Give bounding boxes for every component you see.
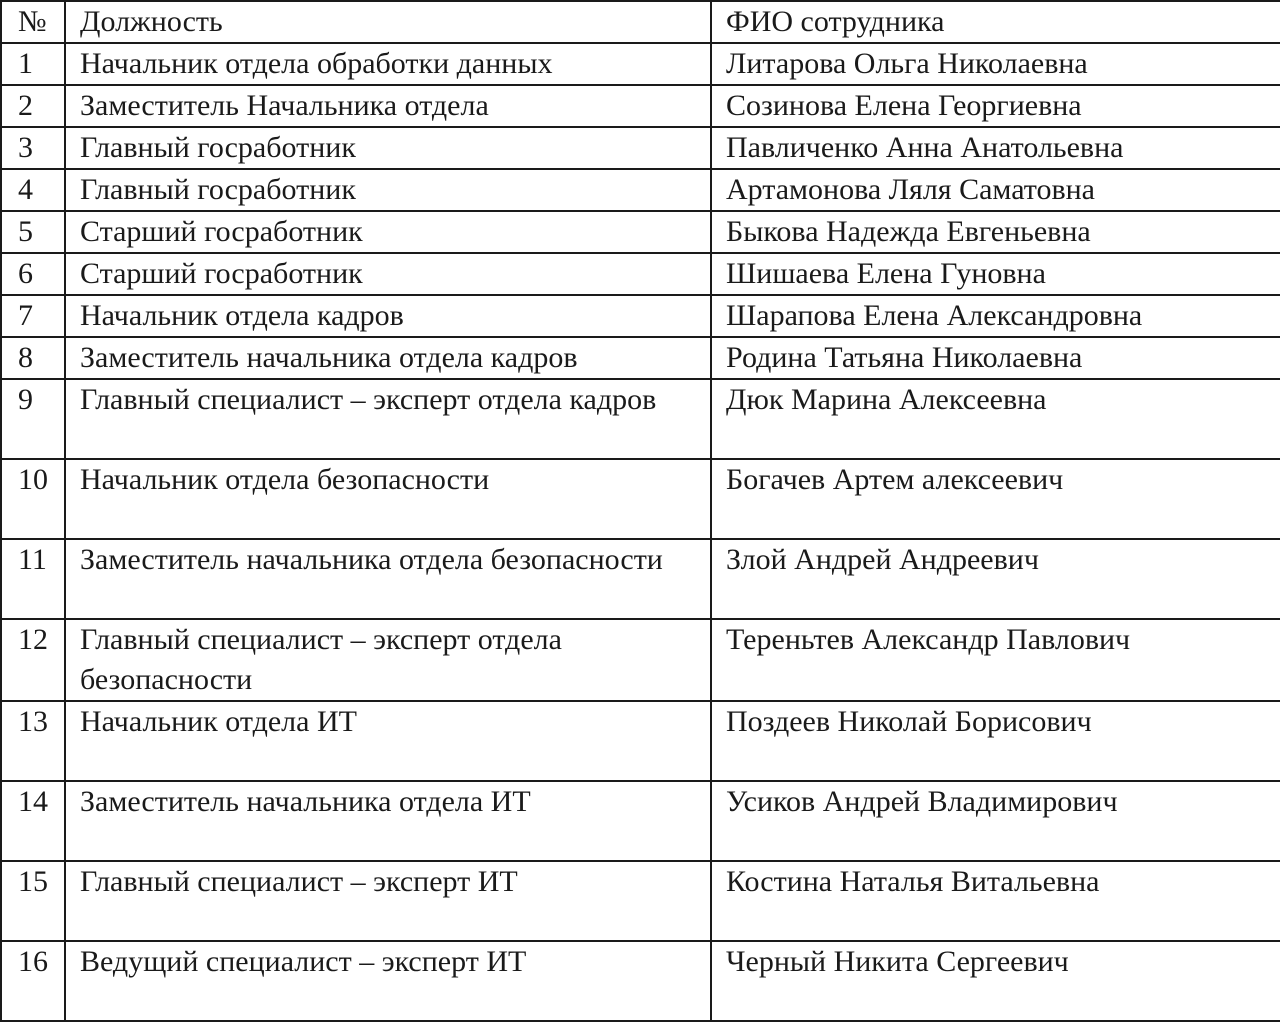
row-number: 3 (1, 127, 65, 169)
table-row (1, 211, 1280, 253)
row-employee-name: Литарова Ольга Николаевна (711, 43, 1280, 85)
table-row (1, 253, 1280, 295)
row-position: Главный специалист – эксперт ИТ (65, 861, 711, 941)
row-number: 7 (1, 295, 65, 337)
row-employee-name: Черный Никита Сергеевич (711, 941, 1280, 1021)
table-row (1, 127, 1280, 169)
row-number: 13 (1, 701, 65, 781)
row-number: 6 (1, 253, 65, 295)
row-employee-name: Шишаева Елена Гуновна (711, 253, 1280, 295)
row-employee-name: Шарапова Елена Александровна (711, 295, 1280, 337)
table-row (1, 169, 1280, 211)
row-employee-name: Костина Наталья Витальевна (711, 861, 1280, 941)
row-position: Главный госработник (65, 127, 711, 169)
row-number: 1 (1, 43, 65, 85)
row-number: 4 (1, 169, 65, 211)
table-row (1, 619, 1280, 701)
row-position: Старший госработник (65, 253, 711, 295)
table-row (1, 941, 1280, 1021)
header-employee-name: ФИО сотрудника (711, 1, 1280, 43)
row-employee-name: Дюк Марина Алексеевна (711, 379, 1280, 459)
table-row (1, 295, 1280, 337)
row-employee-name: Артамонова Ляля Саматовна (711, 169, 1280, 211)
row-number: 8 (1, 337, 65, 379)
row-employee-name: Быкова Надежда Евгеньевна (711, 211, 1280, 253)
row-employee-name: Богачев Артем алексеевич (711, 459, 1280, 539)
table-row (1, 43, 1280, 85)
row-number: 5 (1, 211, 65, 253)
row-position: Главный специалист – эксперт отдела безопасности (65, 619, 711, 701)
row-number: 15 (1, 861, 65, 941)
row-position: Заместитель начальника отдела безопасности (65, 539, 711, 619)
row-number: 2 (1, 85, 65, 127)
header-position: Должность (65, 1, 711, 43)
row-position: Заместитель Начальника отдела (65, 85, 711, 127)
row-position: Заместитель начальника отдела ИТ (65, 781, 711, 861)
table-row (1, 781, 1280, 861)
table-row (1, 85, 1280, 127)
row-number: 16 (1, 941, 65, 1021)
table-row (1, 539, 1280, 619)
table-row (1, 861, 1280, 941)
row-position: Заместитель начальника отдела кадров (65, 337, 711, 379)
row-position: Ведущий специалист – эксперт ИТ (65, 941, 711, 1021)
row-position: Главный специалист – эксперт отдела кадров (65, 379, 711, 459)
row-employee-name: Родина Татьяна Николаевна (711, 337, 1280, 379)
table-header-row (1, 1, 1280, 43)
row-employee-name: Усиков Андрей Владимирович (711, 781, 1280, 861)
row-position: Начальник отдела кадров (65, 295, 711, 337)
row-position: Старший госработник (65, 211, 711, 253)
table-row (1, 379, 1280, 459)
row-number: 11 (1, 539, 65, 619)
row-position: Начальник отдела обработки данных (65, 43, 711, 85)
row-employee-name: Тереньтев Александр Павлович (711, 619, 1280, 701)
table-row (1, 459, 1280, 539)
row-number: 9 (1, 379, 65, 459)
row-employee-name: Злой Андрей Андреевич (711, 539, 1280, 619)
row-number: 14 (1, 781, 65, 861)
row-number: 10 (1, 459, 65, 539)
row-position: Начальник отдела безопасности (65, 459, 711, 539)
row-employee-name: Созинова Елена Георгиевна (711, 85, 1280, 127)
row-number: 12 (1, 619, 65, 701)
header-number: № (1, 1, 65, 43)
table-row (1, 701, 1280, 781)
row-position: Начальник отдела ИТ (65, 701, 711, 781)
row-position: Главный госработник (65, 169, 711, 211)
row-employee-name: Поздеев Николай Борисович (711, 701, 1280, 781)
row-employee-name: Павличенко Анна Анатольевна (711, 127, 1280, 169)
table-row (1, 337, 1280, 379)
